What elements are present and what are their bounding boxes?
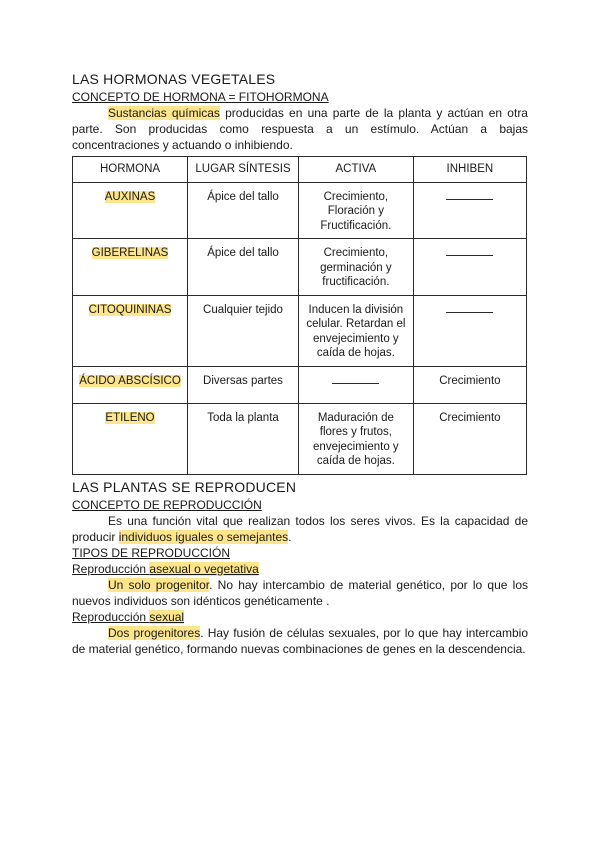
concept-reproduccion-heading: CONCEPTO DE REPRODUCCIÓN xyxy=(72,497,262,512)
cell-lugar: Diversas partes xyxy=(188,366,299,403)
cell-hormona xyxy=(73,295,188,366)
cell-lugar: Toda la planta xyxy=(188,403,299,474)
highlight-sustancias: Sustancias químicas xyxy=(108,106,220,120)
table-row xyxy=(73,403,527,474)
cell-inhiben xyxy=(413,239,526,296)
cell-activa: Crecimiento, Floración y Fructificación. xyxy=(298,182,413,239)
asexual-text: . No hay intercambio de material genético, por lo que los nuevos individuos son idénticos genéticamente . xyxy=(72,577,528,608)
asexual-heading xyxy=(72,561,528,577)
hormona-name: GIBERELINAS xyxy=(91,247,169,259)
reproduccion-text-2: . xyxy=(288,529,292,544)
highlight-asexual: asexual o vegetativa xyxy=(149,561,259,576)
dash-mark xyxy=(446,199,493,200)
highlight-sexual: sexual xyxy=(149,609,185,624)
cell-inhiben xyxy=(413,182,526,239)
sexual-text: . Hay fusión de células sexuales, por lo que hay intercambio de material genético, formando nuevas combinaciones de genes en la descendencia. xyxy=(72,625,528,656)
table-row xyxy=(73,182,527,239)
dash-mark xyxy=(446,255,493,256)
document-page xyxy=(72,70,528,657)
table-row xyxy=(73,239,527,296)
tipos-reproduccion-heading: TIPOS DE REPRODUCCIÓN xyxy=(72,545,231,560)
reproduccion-text-1: Es una función vital que realizan todos los seres vivos. Es la capacidad de producir xyxy=(72,513,528,544)
section-title-hormonas: LAS HORMONAS VEGETALES xyxy=(72,71,276,87)
hormona-definition-text: producidas en una parte de la planta y actúan en otra parte. Son producidas como respuesta a un estímulo. Actúan a bajas concentraciones y actuando o inhibiendo. xyxy=(72,106,528,152)
concept-hormona-heading: CONCEPTO DE HORMONA = FITOHORMONA xyxy=(72,90,329,104)
highlight-dos-progenitores: Dos progenitores xyxy=(108,625,201,640)
hormona-name: AUXINAS xyxy=(104,190,156,203)
header-activa: ACTIVA xyxy=(298,157,413,183)
header-hormona: HORMONA xyxy=(73,157,188,183)
hormona-name: CITOQUININAS xyxy=(88,303,172,316)
asexual-heading-label: Reproducción xyxy=(72,561,150,576)
highlight-individuos: individuos iguales o semejantes xyxy=(118,529,289,544)
hormona-name: ETILENO xyxy=(105,411,155,424)
header-inhiben: INHIBEN xyxy=(413,157,526,183)
cell-lugar: Ápice del tallo xyxy=(188,182,299,239)
cell-inhiben: Crecimiento xyxy=(413,403,526,474)
dash-mark xyxy=(446,312,493,313)
hormona-definition xyxy=(72,105,528,153)
cell-hormona xyxy=(73,239,188,296)
cell-hormona xyxy=(73,182,188,239)
cell-lugar: Ápice del tallo xyxy=(188,239,299,296)
dash-mark xyxy=(332,383,379,384)
sexual-heading xyxy=(72,609,528,625)
section-title-reproduccion: LAS PLANTAS SE REPRODUCEN xyxy=(72,478,297,495)
sexual-paragraph xyxy=(72,625,528,657)
cell-activa: Crecimiento, germinación y fructificación. xyxy=(298,239,413,296)
cell-activa xyxy=(298,366,413,403)
hormona-name: ÁCIDO ABSCÍSICO xyxy=(79,374,181,387)
cell-activa: Maduración de flores y frutos, envejecimiento y caída de hojas. xyxy=(298,403,413,474)
cell-inhiben xyxy=(413,295,526,366)
cell-activa: Inducen la división celular. Retardan el envejecimiento y caída de hojas. xyxy=(298,295,413,366)
header-lugar: LUGAR SÍNTESIS xyxy=(188,157,299,183)
hormonas-table xyxy=(72,156,527,475)
table-row xyxy=(73,295,527,366)
table-row xyxy=(73,366,527,403)
cell-hormona xyxy=(73,366,188,403)
sexual-heading-label: Reproducción xyxy=(72,609,150,624)
asexual-paragraph xyxy=(72,577,528,609)
reproduccion-definition xyxy=(72,513,528,545)
cell-lugar: Cualquier tejido xyxy=(188,295,299,366)
cell-hormona xyxy=(73,403,188,474)
highlight-un-solo-progenitor: Un solo progenitor xyxy=(108,577,210,592)
table-header-row xyxy=(73,157,527,183)
cell-inhiben: Crecimiento xyxy=(413,366,526,403)
